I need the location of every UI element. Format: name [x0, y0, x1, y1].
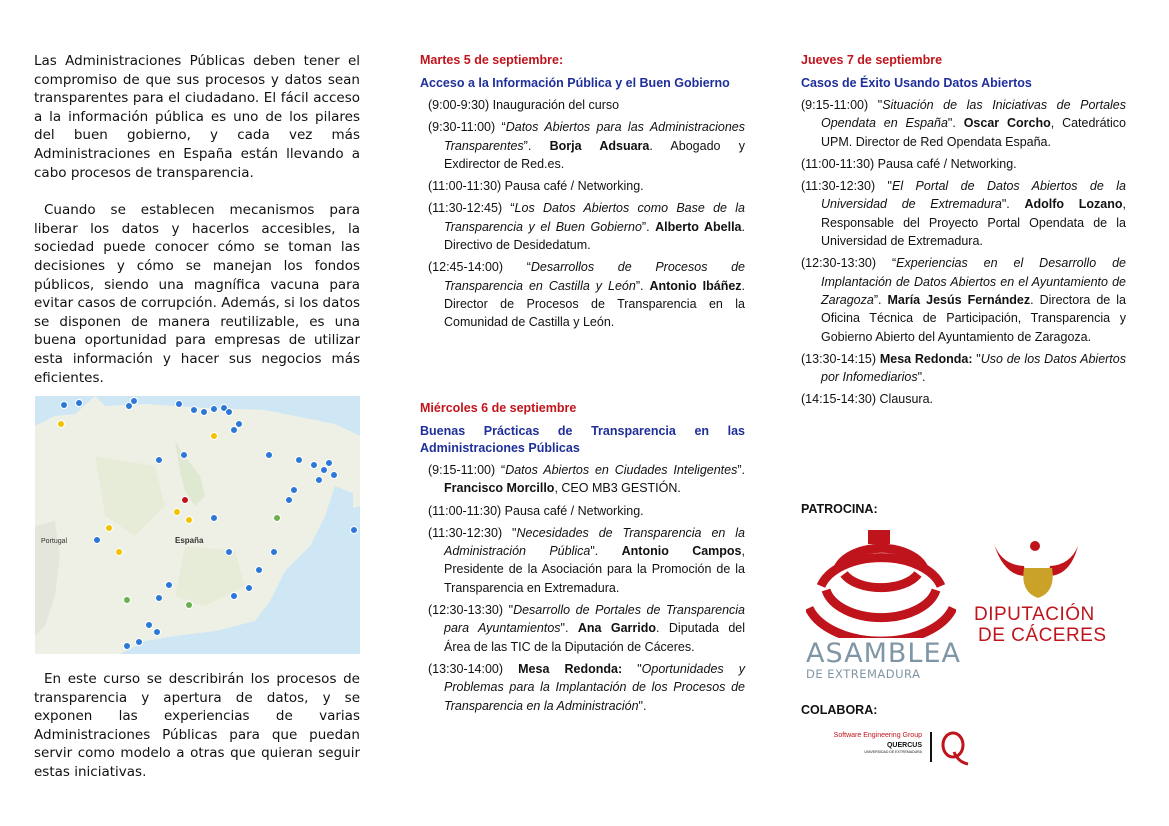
map-pin[interactable]	[290, 486, 298, 494]
asamblea-emblem-icon	[806, 528, 956, 638]
quercus-q-icon	[938, 730, 970, 766]
map-pin[interactable]	[123, 596, 131, 604]
day1-session-title: Acceso a la Información Pública y el Buen Gobierno	[420, 76, 730, 90]
map-pin[interactable]	[173, 508, 181, 516]
map-pin[interactable]	[185, 601, 193, 609]
diputacion-name: DIPUTACIÓN	[974, 604, 1095, 625]
day2-session-title: Buenas Prácticas de Transparencia en las Administraciones Públicas	[420, 424, 745, 455]
map-pin[interactable]	[230, 426, 238, 434]
intro-column	[34, 52, 360, 387]
map-pin[interactable]	[180, 451, 188, 459]
day2-item: (12:30-13:30) "Desarrollo de Portales de Transparencia para Ayuntamientos". Ana Garrido. Diputada del Área de las TIC de la Diputación de Cáceres.	[428, 603, 745, 654]
diputacion-emblem-icon	[974, 540, 1124, 600]
map-pin[interactable]	[153, 628, 161, 636]
map-pin[interactable]	[57, 420, 65, 428]
map-pin[interactable]	[310, 461, 318, 469]
map-pin[interactable]	[200, 408, 208, 416]
map-pin[interactable]	[175, 400, 183, 408]
map-pin[interactable]	[185, 516, 193, 524]
map-pin[interactable]	[225, 408, 233, 416]
map-pin[interactable]	[265, 451, 273, 459]
map-pin[interactable]	[155, 594, 163, 602]
day1-date: Martes 5 de septiembre:	[420, 53, 564, 67]
quercus-label: QUERCUS	[886, 742, 922, 749]
map-pin[interactable]	[315, 476, 323, 484]
program-column-3	[801, 52, 1126, 413]
map-pin[interactable]	[255, 566, 263, 574]
patrocina-heading: PATROCINA:	[801, 502, 878, 516]
intro-paragraph-2: Cuando se establecen mecanismos para liberar los datos y hacerlos accesibles, la sociedad puede conocer cómo se toman las decisiones y cómo se manejan los fondos públicos, siendo una magnífica vacuna para evitar casos de corrupción. Además, si los datos se disponen de manera reutilizable, es una buena oportunidad para empresas de utilizar esta información y hacer sus negocios más eficientes.	[34, 202, 360, 386]
diputacion-subname: DE CÁCERES	[978, 625, 1107, 646]
map-pin[interactable]	[325, 459, 333, 467]
day3-item: (11:30-12:30) "El Portal de Datos Abiertos de la Universidad de Extremadura". Adolfo Lozano, Responsable del Proyecto Portal Opendata de la Universidad de Extremadura.	[801, 179, 1126, 249]
spain-map-image	[35, 396, 360, 654]
day1-item: (9:00-9:30) Inauguración del curso	[428, 98, 620, 112]
day3-session-title: Casos de Éxito Usando Datos Abiertos	[801, 76, 1032, 90]
day1-items	[420, 96, 745, 332]
uex-label: UNIVERSIDAD DE EXTREMADURA	[864, 750, 922, 754]
map-label-portugal: Portugal	[41, 538, 68, 545]
day2-item: (11:00-11:30) Pausa café / Networking.	[428, 503, 644, 518]
map-pin[interactable]	[115, 548, 123, 556]
map-land	[35, 396, 360, 654]
asamblea-name: ASAMBLEA	[806, 638, 961, 669]
map-pin[interactable]	[350, 526, 358, 534]
map-pin[interactable]	[181, 496, 189, 504]
day2-item: (13:30-14:00) Mesa Redonda: "Oportunidades y Problemas para la Implantación de los Procesos de Transparencia en la Administración".	[428, 661, 745, 713]
day2-date: Miércoles 6 de septiembre	[420, 401, 577, 415]
intro-paragraph-1: Las Administraciones Públicas deben tener el compromiso de que sus procesos y datos sean transparentes para el ciudadano. El fácil acceso a la información pública es uno de los pilares del buen gobierno, y cada vez más Administraciones en España están llevando a cabo procesos de transparencia.	[34, 53, 360, 181]
map-pin[interactable]	[135, 638, 143, 646]
day1-item: (11:30-12:45) “Los Datos Abiertos como Base de la Transparencia y el Buen Gobierno”. Alberto Abella. Directivo de Desidedatum.	[428, 201, 745, 253]
map-pin[interactable]	[210, 405, 218, 413]
map-pin[interactable]	[93, 536, 101, 544]
map-pin[interactable]	[123, 642, 131, 650]
day1-item: (11:00-11:30) Pausa café / Networking.	[428, 179, 644, 194]
map-pin[interactable]	[295, 456, 303, 464]
map-pin[interactable]	[270, 548, 278, 556]
map-pin[interactable]	[273, 514, 281, 522]
day1-item: (9:30-11:00) “Datos Abiertos para las Administraciones Transparentes”. Borja Adsuara. Abogado y Exdirector de Red.es.	[428, 120, 746, 171]
map-pin[interactable]	[145, 621, 153, 629]
day2-item: (11:30-12:30) "Necesidades de Transparencia en la Administración Pública". Antonio Campos, Presidente de la Asociación para la Promoción de la Transparencia en Extremadura.	[428, 525, 746, 595]
map-pin[interactable]	[225, 548, 233, 556]
day3-item: (14:15-14:30) Clausura.	[801, 392, 934, 407]
quercus-logo	[804, 730, 974, 766]
map-pin[interactable]	[190, 406, 198, 414]
program-day2	[420, 400, 745, 719]
asamblea-logo	[806, 528, 961, 681]
seg-label: Software Engineering Group	[833, 732, 922, 739]
colabora-heading: COLABORA:	[801, 703, 878, 717]
day1-item: (12:45-14:00) “Desarrollos de Procesos de Transparencia en Castilla y León”. Antonio Ibáñez. Director de Procesos de Transparencia en la Comunidad de Castilla y León.	[428, 260, 746, 330]
program-column-2	[420, 52, 745, 336]
day2-item: (9:15-11:00) “Datos Abiertos en Ciudades Inteligentes”. Francisco Morcillo, CEO MB3 GESTIÓN.	[428, 463, 745, 496]
map-pin[interactable]	[210, 432, 218, 440]
map-pin[interactable]	[130, 397, 138, 405]
divider	[930, 732, 932, 762]
map-pin[interactable]	[285, 496, 293, 504]
day3-item: (13:30-14:15) Mesa Redonda: "Uso de los Datos Abiertos por Infomediarios".	[801, 351, 1126, 385]
map-pin[interactable]	[105, 524, 113, 532]
day3-date: Jueves 7 de septiembre	[801, 53, 943, 67]
diputacion-logo	[974, 540, 1124, 650]
map-pin[interactable]	[230, 592, 238, 600]
day3-item: (12:30-13:30) “Experiencias en el Desarrollo de Implantación de Datos Abiertos en el Ayuntamiento de Zaragoza”. María Jesús Fernández. Directora de la Oficina Técnica de Participación, Transparencia y Gobierno Abierto del Ayuntamiento de Zaragoza.	[801, 256, 1126, 344]
map-pin[interactable]	[210, 514, 218, 522]
map-pin[interactable]	[75, 399, 83, 407]
map-pin[interactable]	[245, 584, 253, 592]
day3-item: (9:15-11:00) "Situación de las Iniciativas de Portales Opendata en España". Oscar Corcho, Catedrático UPM. Director de Red Opendata España.	[801, 98, 1126, 149]
map-label-spain: España	[175, 536, 204, 545]
map-pin[interactable]	[330, 471, 338, 479]
map-pin[interactable]	[60, 401, 68, 409]
asamblea-subname: DE EXTREMADURA	[806, 667, 921, 681]
intro-closing	[34, 670, 360, 782]
map-pin[interactable]	[155, 456, 163, 464]
day3-item: (11:00-11:30) Pausa café / Networking.	[801, 156, 1017, 171]
intro-paragraph-3: En este curso se describirán los procesos de transparencia y apertura de datos, y se exponen las experiencias de varias Administraciones Públicas para que puedan servir como modelo a otras que quieran seguir estas iniciativas.	[34, 671, 360, 780]
map-pin[interactable]	[165, 581, 173, 589]
map-pin[interactable]	[320, 466, 328, 474]
quercus-text	[834, 732, 922, 754]
